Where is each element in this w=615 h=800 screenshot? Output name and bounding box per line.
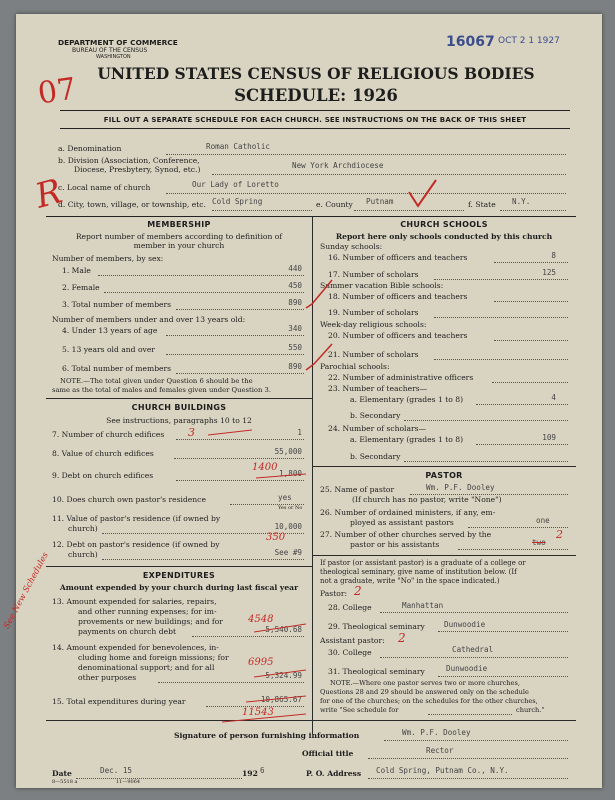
q30-value: Cathedral <box>452 645 494 654</box>
stamp-number: 16067 <box>446 34 495 50</box>
q31-label: 31. Theological seminary <box>328 667 425 676</box>
q27-value: two <box>532 538 546 547</box>
q13-line-4: payments on church debt <box>78 627 176 636</box>
q10-value: yes <box>278 493 292 502</box>
q1-value: 440 <box>288 264 302 273</box>
q4-value: 340 <box>288 324 302 333</box>
q7-handwritten: 3 <box>188 426 195 439</box>
schools-heading: CHURCH SCHOOLS <box>400 220 488 229</box>
q14-value: 5,324.99 <box>265 671 302 680</box>
q14-line-3: denominational support; and for all <box>78 663 215 672</box>
sunday-schools-label: Sunday schools: <box>320 242 383 251</box>
buildings-intro: See instructions, paragraphs 10 to 12 <box>106 416 252 425</box>
county-check-mark <box>409 180 436 206</box>
q30-label: 30. College <box>328 648 372 657</box>
church-name-value: Our Lady of Loretto <box>192 180 279 189</box>
q31-value: Dunwoodie <box>446 664 488 673</box>
q13-line-3: provements or new buildings; and for <box>78 617 223 626</box>
graduate-instruction-1: If pastor (or assistant pastor) is a graduate of a college or <box>320 559 526 567</box>
q8-label: 8. Value of church edifices <box>52 449 154 458</box>
q12-label-1: 12. Debt on pastor's residence (if owned by <box>52 540 220 549</box>
form-instruction: FILL OUT A SEPARATE SCHEDULE FOR EACH CHURCH. SEE INSTRUCTIONS ON THE BACK OF THIS SHEET <box>103 116 527 124</box>
q14-line-4: other purposes <box>78 673 137 682</box>
q12-label-2: church) <box>68 550 98 559</box>
q27-handwritten: 2 <box>556 528 563 541</box>
membership-intro-2: member in your church <box>133 241 225 250</box>
q26-line-2: ployed as assistant pastors <box>350 518 454 527</box>
q15-strike <box>246 696 306 702</box>
official-title-value: Rector <box>426 746 454 755</box>
q24a-value: 109 <box>542 433 556 442</box>
q14-strike <box>254 670 306 677</box>
denomination-label: a. Denomination <box>58 144 122 153</box>
q29-label: 29. Theological seminary <box>328 622 425 631</box>
stamp-date: OCT 2 1 1927 <box>498 36 560 46</box>
q17-value: 125 <box>542 268 556 277</box>
city-value: Cold Spring <box>212 197 263 206</box>
po-address-label: P. O. Address <box>306 769 362 778</box>
membership-intro-1: Report number of members according to definition of <box>75 232 283 241</box>
annotation-r-mark: R <box>31 171 67 217</box>
denomination-value: Roman Catholic <box>206 142 271 151</box>
pastor-subheading: Pastor: <box>320 589 348 598</box>
q25-sublabel: (If church has no pastor, write "None") <box>352 495 502 504</box>
q14-line-1: 14. Amount expended for benevolences, in- <box>52 643 219 652</box>
q12-handwritten: 350 <box>266 532 286 543</box>
city-label: d. City, town, village, or township, etc. <box>58 200 206 209</box>
pastor-note-4: write "See schedule for <box>320 706 399 714</box>
pastor-handwritten: 2 <box>354 584 362 598</box>
q11-label-2: church) <box>68 524 98 533</box>
q18-label: 18. Number of officers and teachers <box>328 292 468 301</box>
form-number-2: 11—9064 <box>116 779 141 785</box>
pastor-heading: PASTOR <box>425 471 463 480</box>
annotation-top-left: 07 <box>35 71 79 112</box>
schools-intro: Report here only schools conducted by this church <box>335 232 553 241</box>
expenditures-heading: EXPENDITURES <box>142 571 216 580</box>
total-check-mark-1 <box>306 280 332 308</box>
date-year-digit: 6 <box>260 766 265 775</box>
q26-line-1: 26. Number of ordained ministers, if any, em- <box>320 508 496 517</box>
q2-value: 450 <box>288 281 302 290</box>
q15-handwritten: 11543 <box>242 707 274 718</box>
date-value: Dec. 15 <box>100 766 133 775</box>
q9-handwritten: 1400 <box>252 462 278 473</box>
expenditures-intro: Amount expended by your church during last fiscal year <box>59 583 299 592</box>
q16-value: 8 <box>551 251 556 260</box>
q8-value: 55,000 <box>274 447 302 456</box>
total-check-mark-2 <box>306 344 332 370</box>
q24a-label: a. Elementary (grades 1 to 8) <box>350 435 464 444</box>
q27-line-2: pastor or his assistants <box>350 540 440 549</box>
q9-label: 9. Debt on church edifices <box>52 471 154 480</box>
q28-value: Manhattan <box>402 601 444 610</box>
q24b-label: b. Secondary <box>350 452 401 461</box>
county-value: Putnam <box>366 197 394 206</box>
q5-value: 550 <box>288 343 302 352</box>
date-label: Date <box>52 769 72 778</box>
q15-underline <box>222 714 306 722</box>
q10-sublabel: Yes or No <box>278 505 303 511</box>
assistant-pastor-subheading: Assistant pastor: <box>320 636 385 645</box>
q4-label: 4. Under 13 years of age <box>62 326 158 335</box>
q11-label-1: 11. Value of pastor's residence (if owned by <box>52 514 221 523</box>
members-by-sex-label: Number of members, by sex: <box>52 254 164 263</box>
q3-value: 890 <box>288 298 302 307</box>
county-label: e. County <box>316 200 353 209</box>
department-name: DEPARTMENT OF COMMERCE <box>58 38 178 47</box>
q24-label: 24. Number of scholars— <box>328 424 427 433</box>
q23a-value: 4 <box>551 393 556 402</box>
q27-line-1: 27. Number of other churches served by the <box>320 530 492 539</box>
q6-label: 6. Total number of members <box>62 364 172 373</box>
margin-note: See New Schedules <box>2 550 51 631</box>
q11-value: 10,000 <box>274 522 302 531</box>
pastor-note-2: Questions 28 and 29 should be answered only on the schedule <box>320 688 529 696</box>
q25-label: 25. Name of pastor <box>320 485 395 494</box>
pastor-note-5: church." <box>516 706 545 714</box>
q15-label: 15. Total expenditures during year <box>52 697 186 706</box>
date-year: 192 <box>242 769 258 778</box>
assistant-pastor-handwritten: 2 <box>398 631 406 645</box>
q16-label: 16. Number of officers and teachers <box>328 253 468 262</box>
q13-value: 5,540.68 <box>265 625 302 634</box>
pastor-note-3: for one of the churches; on the schedules for the other churches, <box>320 697 538 705</box>
q3-label: 3. Total number of members <box>62 300 172 309</box>
edifice-underline <box>208 430 252 435</box>
bureau-city: WASHINGTON <box>96 54 131 60</box>
pastor-note-1: NOTE.—Where one pastor serves two or more churches, <box>330 679 520 687</box>
q15-value: 10,865.67 <box>260 695 302 704</box>
q13-strike <box>254 624 306 632</box>
summer-schools-label: Summer vacation Bible schools: <box>320 281 444 290</box>
graduate-instruction-3: not a graduate, write "No" in the space indicated.) <box>320 577 500 585</box>
q14-handwritten: 6995 <box>248 657 274 668</box>
q23-label: 23. Number of teachers— <box>328 384 428 393</box>
q21-label: 21. Number of scholars <box>328 350 419 359</box>
q13-handwritten: 4548 <box>248 614 274 625</box>
q17-label: 17. Number of scholars <box>328 270 419 279</box>
membership-note-2: same as the total of males and females given under Question 3. <box>52 386 271 394</box>
check-marks <box>16 14 602 788</box>
division-label-2: Diocese, Presbytery, Synod, etc.) <box>74 165 201 174</box>
signature-label: Signature of person furnishing information <box>174 731 360 740</box>
signature-value: Wm. P.F. Dooley <box>402 728 471 737</box>
q29-value: Dunwoodie <box>444 620 486 629</box>
census-schedule-sheet <box>2 14 602 788</box>
members-age-label: Number of members under and over 13 years old: <box>52 315 246 324</box>
q23a-label: a. Elementary (grades 1 to 8) <box>350 395 464 404</box>
q23b-label: b. Secondary <box>350 411 401 420</box>
po-address-value: Cold Spring, Putnam Co., N.Y. <box>376 766 509 775</box>
q1-label: 1. Male <box>62 266 91 275</box>
q28-label: 28. College <box>328 603 372 612</box>
division-label-1: b. Division (Association, Conference, <box>58 156 200 165</box>
official-title-label: Official title <box>302 749 354 758</box>
church-name-label: c. Local name of church <box>58 183 151 192</box>
debt-strike <box>256 474 306 478</box>
buildings-heading: CHURCH BUILDINGS <box>131 403 227 412</box>
division-value: New York Archdiocese <box>292 161 384 170</box>
q19-label: 19. Number of scholars <box>328 308 419 317</box>
q9-value: 1,800 <box>279 469 302 478</box>
q12-value: See #9 <box>274 548 302 557</box>
q2-label: 2. Female <box>62 283 100 292</box>
q14-line-2: cluding home and foreign missions; for <box>78 653 229 662</box>
parochial-schools-label: Parochial schools: <box>320 362 390 371</box>
q7-value: 1 <box>297 428 302 437</box>
form-title: UNITED STATES CENSUS OF RELIGIOUS BODIES <box>97 64 535 83</box>
q13-line-2: and other running expenses; for im- <box>78 607 217 616</box>
q22-label: 22. Number of administrative officers <box>328 373 474 382</box>
q25-value: Wm. P.F. Dooley <box>426 483 495 492</box>
state-value: N.Y. <box>512 197 531 206</box>
bureau-name: BUREAU OF THE CENSUS <box>72 47 148 54</box>
state-label: f. State <box>468 200 496 209</box>
q5-label: 5. 13 years old and over <box>62 345 155 354</box>
q10-label: 10. Does church own pastor's residence <box>52 495 206 504</box>
weekday-schools-label: Week-day religious schools: <box>320 320 427 329</box>
q20-label: 20. Number of officers and teachers <box>328 331 468 340</box>
form-subtitle: SCHEDULE: 1926 <box>234 86 398 105</box>
q26-value: one <box>536 516 550 525</box>
q6-value: 890 <box>288 362 302 371</box>
form-number-1: 8—5518 a <box>52 779 78 785</box>
q13-line-1: 13. Amount expended for salaries, repairs, <box>52 597 217 606</box>
q7-label: 7. Number of church edifices <box>52 430 165 439</box>
graduate-instruction-2: theological seminary, give name of institution below. (If <box>320 568 517 576</box>
membership-note-1: NOTE.—The total given under Question 6 should be the <box>60 377 253 385</box>
membership-heading: MEMBERSHIP <box>147 220 211 229</box>
